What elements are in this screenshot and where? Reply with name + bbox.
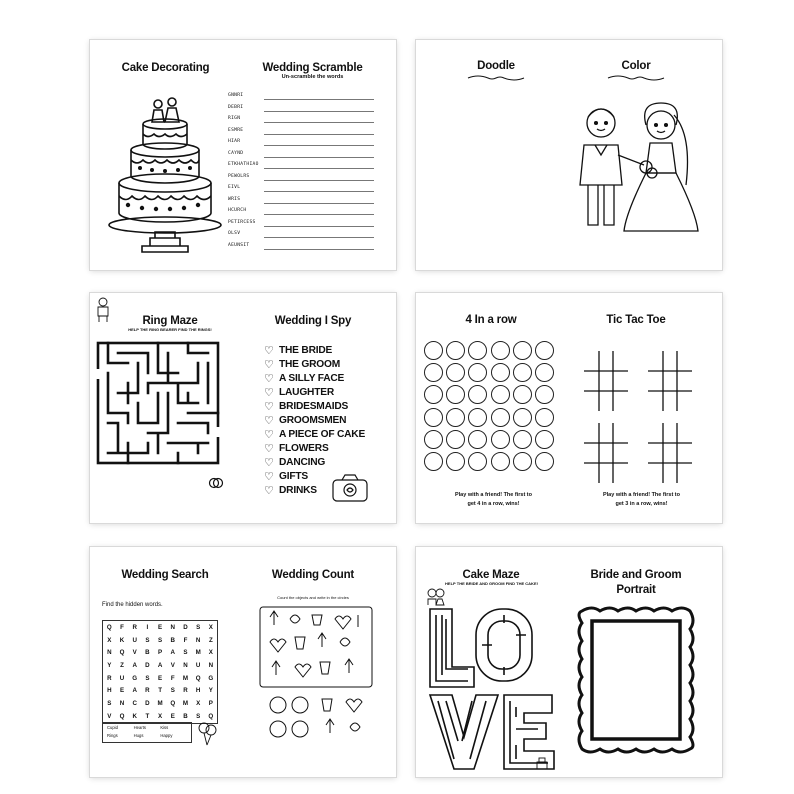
games-page: [416, 293, 722, 523]
answer-line[interactable]: [264, 134, 374, 135]
scramble-row: [228, 220, 374, 232]
four-in-row-circle[interactable]: [424, 363, 443, 382]
word-search-letter[interactable]: Q: [119, 649, 125, 657]
balloons-icon: [196, 721, 218, 747]
scramble-word: GNNRI: [228, 93, 244, 98]
tic-tac-toe-footer-2: get 3 in a row, wins!: [615, 501, 668, 507]
four-in-row-circle[interactable]: [446, 385, 465, 404]
word-search-letter[interactable]: N: [170, 623, 176, 631]
color-title: Color: [621, 60, 651, 72]
scramble-word: DEBRI: [228, 104, 244, 110]
wedding-count-title: Wedding Count: [271, 569, 355, 581]
four-in-row-circle[interactable]: [468, 430, 487, 449]
word-search-letter[interactable]: X: [208, 649, 213, 657]
heart-checkbox-icon[interactable]: ♡: [264, 457, 274, 470]
answer-line[interactable]: [264, 111, 374, 112]
four-in-row-circle[interactable]: [446, 363, 465, 382]
scramble-row: [228, 116, 374, 128]
four-in-row-circle[interactable]: [513, 341, 532, 360]
word-search-letter[interactable]: A: [157, 661, 163, 669]
word-search-grid: [102, 620, 218, 724]
word-search-letter[interactable]: S: [196, 712, 201, 720]
ispy-item-label: GIFTS: [279, 471, 308, 483]
word-search-letter[interactable]: R: [183, 687, 188, 695]
answer-line[interactable]: [264, 249, 374, 250]
answer-line[interactable]: [264, 214, 374, 215]
scramble-row: [228, 139, 374, 151]
word-search-letter[interactable]: E: [119, 687, 125, 695]
word-search-letter[interactable]: F: [170, 674, 175, 682]
cake-goal-icon: [534, 755, 550, 771]
heart-checkbox-icon[interactable]: ♡: [264, 358, 274, 371]
word-search-letter[interactable]: M: [157, 699, 163, 707]
word-search-letter[interactable]: C: [132, 699, 137, 707]
scramble-row: [228, 174, 374, 186]
four-in-row-circle[interactable]: [446, 430, 465, 449]
cake-decorating-scramble-page: [90, 40, 396, 270]
word-search-letter[interactable]: D: [183, 623, 188, 631]
wordlist-word: Hugs: [133, 732, 144, 738]
four-in-row-circle[interactable]: [468, 341, 487, 360]
cake-maze-subtitle: HELP THE BRIDE AND GROOM FIND THE CAKE!: [445, 581, 538, 586]
four-in-row-circle[interactable]: [468, 363, 487, 382]
word-search-letter[interactable]: N: [195, 636, 201, 644]
heart-checkbox-icon[interactable]: ♡: [264, 372, 274, 385]
word-search-letter[interactable]: R: [132, 623, 137, 631]
word-search-letter[interactable]: N: [107, 649, 112, 657]
four-in-row-circle[interactable]: [424, 408, 443, 427]
four-in-row-title: 4 In a row: [465, 314, 517, 326]
ispy-item-label: A SILLY FACE: [279, 372, 345, 384]
word-search-letter[interactable]: T: [158, 687, 162, 695]
four-in-row-circle[interactable]: [424, 430, 443, 449]
word-search-letter[interactable]: X: [208, 623, 213, 631]
four-in-row-circle[interactable]: [424, 341, 443, 360]
search-count-page: [90, 547, 396, 777]
ring-bearer-icon: [96, 297, 110, 323]
scramble-word: AEUNSIT: [228, 242, 250, 248]
heart-checkbox-icon[interactable]: ♡: [264, 386, 274, 399]
word-search-letter[interactable]: U: [195, 661, 201, 669]
word-search-letter[interactable]: M: [195, 649, 201, 657]
word-search-letter[interactable]: V: [107, 712, 112, 720]
word-search-letter[interactable]: U: [132, 636, 137, 644]
portrait-frame: [576, 605, 696, 755]
word-search-letter[interactable]: Q: [195, 674, 201, 682]
answer-line[interactable]: [264, 226, 374, 227]
word-search-letter[interactable]: N: [208, 661, 214, 669]
bride-groom-icon: [426, 587, 446, 607]
portrait-title-line1: Bride and Groom: [590, 569, 682, 581]
word-search-letter[interactable]: Q: [208, 712, 214, 720]
word-search-letter[interactable]: X: [196, 699, 201, 707]
ispy-item[interactable]: [264, 456, 365, 470]
wedding-count-items: [260, 607, 372, 747]
scramble-row: [228, 185, 374, 197]
word-search-letter[interactable]: S: [170, 687, 175, 695]
wedding-search-instruction: Find the hidden words.: [102, 602, 163, 608]
four-in-row-circle[interactable]: [535, 341, 554, 360]
ispy-item[interactable]: [264, 413, 365, 427]
scramble-row: [228, 231, 374, 243]
four-in-row-circle[interactable]: [535, 430, 554, 449]
ispy-item[interactable]: [264, 399, 365, 413]
word-search-letter[interactable]: R: [145, 687, 150, 695]
camera-icon: [330, 473, 370, 503]
word-search-letter[interactable]: D: [145, 661, 150, 669]
four-in-row-circle[interactable]: [468, 408, 487, 427]
ispy-item-label: THE BRIDE: [279, 344, 333, 356]
word-search-letter[interactable]: I: [146, 623, 149, 631]
ispy-item-label: DANCING: [279, 457, 326, 469]
word-search-letter[interactable]: E: [158, 674, 163, 682]
word-search-letter[interactable]: F: [183, 636, 188, 644]
four-in-row-circle[interactable]: [513, 385, 532, 404]
ispy-item[interactable]: [264, 428, 365, 442]
four-in-row-circle[interactable]: [513, 363, 532, 382]
scramble-word: PETIRCESS: [228, 219, 256, 225]
doodle-flourish-icon: [466, 74, 526, 82]
word-search-letter[interactable]: K: [119, 636, 125, 644]
four-in-row-circle[interactable]: [491, 452, 510, 471]
love-letter-maze: [426, 605, 556, 775]
ispy-item[interactable]: [264, 357, 365, 371]
four-in-row-footer-1: Play with a friend! The first to: [454, 492, 532, 498]
word-search-letter[interactable]: E: [158, 623, 163, 631]
scramble-row: [228, 197, 374, 209]
word-search-letter[interactable]: Y: [107, 661, 112, 669]
wordlist-word: Hearts: [133, 725, 146, 730]
word-search-letter[interactable]: B: [170, 636, 176, 644]
wedding-search-title: Wedding Search: [121, 569, 209, 581]
four-in-row-circle[interactable]: [424, 452, 443, 471]
word-search-letter[interactable]: S: [158, 636, 163, 644]
ispy-item[interactable]: [264, 442, 365, 456]
four-in-row-footer-2: get 4 in a row, wins!: [467, 501, 520, 507]
heart-checkbox-icon[interactable]: ♡: [264, 443, 274, 456]
word-search-letter[interactable]: E: [170, 712, 175, 720]
four-in-row-circle[interactable]: [491, 363, 510, 382]
answer-line[interactable]: [264, 203, 374, 204]
four-in-row-circle[interactable]: [513, 452, 532, 471]
scramble-word: CAYND: [228, 150, 244, 156]
word-search-letter[interactable]: A: [132, 661, 137, 669]
word-search-letter[interactable]: S: [107, 699, 112, 707]
four-in-row-circle[interactable]: [535, 408, 554, 427]
word-search-letter[interactable]: N: [183, 661, 188, 669]
scramble-word: ESMRE: [228, 127, 244, 133]
four-in-row-circle[interactable]: [468, 385, 487, 404]
word-search-letter[interactable]: V: [170, 661, 175, 669]
four-in-row-circle[interactable]: [446, 408, 465, 427]
ispy-item-label: BRIDESMAIDS: [279, 400, 349, 412]
word-search-letter[interactable]: X: [107, 636, 112, 644]
scramble-row: [228, 208, 374, 220]
word-search-letter[interactable]: Q: [119, 712, 125, 720]
tic-tac-toe-footer-1: Play with a friend! The first to: [602, 492, 680, 498]
wordlist-word: Kiss: [160, 725, 169, 730]
ispy-item[interactable]: [264, 371, 365, 385]
ring-maze-title: Ring Maze: [142, 315, 198, 327]
four-in-row-circle[interactable]: [513, 408, 532, 427]
scramble-row: [228, 105, 374, 117]
four-in-row-circle[interactable]: [491, 341, 510, 360]
four-in-row-circle[interactable]: [446, 452, 465, 471]
wordlist-word: Rings: [107, 732, 118, 738]
wedding-count-instruction: Count the objects and write in the circles: [277, 595, 349, 600]
word-search-letter[interactable]: Q: [106, 623, 112, 631]
heart-checkbox-icon[interactable]: ♡: [264, 429, 274, 442]
four-in-row-circle[interactable]: [491, 385, 510, 404]
color-flourish-icon: [606, 74, 666, 82]
answer-line[interactable]: [264, 168, 374, 169]
doodle-color-page: [416, 40, 722, 270]
scramble-row: [228, 243, 374, 255]
scramble-word: HIAR: [228, 139, 241, 144]
answer-line[interactable]: [264, 145, 374, 146]
ispy-item-label: THE GROOM: [279, 358, 341, 370]
ispy-item[interactable]: [264, 385, 365, 399]
scramble-word: EIVL: [228, 185, 241, 190]
word-search-letter[interactable]: B: [145, 649, 150, 657]
cake-maze-portrait-page: [416, 547, 722, 777]
ispy-item[interactable]: [264, 343, 365, 357]
ispy-item-label: GROOMSMEN: [279, 415, 347, 427]
cake-decorating-title: Cake Decorating: [121, 62, 210, 74]
word-search-letter[interactable]: Q: [170, 699, 176, 707]
scramble-word: WRIS: [228, 196, 241, 202]
scramble-word: OLSV: [228, 231, 241, 236]
word-search-letter[interactable]: M: [182, 699, 189, 707]
ring-maze-grid: [96, 341, 220, 465]
heart-checkbox-icon[interactable]: ♡: [264, 415, 274, 428]
word-search-letter[interactable]: R: [107, 674, 112, 682]
four-in-row-circle[interactable]: [468, 452, 487, 471]
cake-maze-title: Cake Maze: [462, 569, 520, 581]
word-search-letter[interactable]: S: [145, 674, 150, 682]
bride-groom-coloring-illustration: [566, 95, 706, 235]
word-search-letter[interactable]: Z: [120, 661, 124, 669]
ring-maze-ispy-page: [90, 293, 396, 523]
heart-checkbox-icon[interactable]: ♡: [264, 400, 274, 413]
word-search-letter[interactable]: M: [182, 674, 189, 682]
word-search-letter[interactable]: Y: [208, 687, 213, 695]
heart-checkbox-icon[interactable]: ♡: [264, 485, 274, 498]
ispy-item-label: LAUGHTER: [279, 386, 334, 398]
word-search-letter[interactable]: G: [132, 674, 138, 682]
four-in-row-circle[interactable]: [424, 385, 443, 404]
ispy-item-label: A PIECE OF CAKE: [279, 429, 366, 441]
answer-line[interactable]: [264, 157, 374, 158]
wedding-scramble-subtitle: Un-scramble the words: [281, 74, 344, 80]
word-search-wordlist: [102, 722, 192, 743]
heart-checkbox-icon[interactable]: ♡: [264, 344, 274, 357]
tic-tac-toe-board-3: [584, 423, 628, 483]
answer-line[interactable]: [264, 180, 374, 181]
four-in-row-circle[interactable]: [535, 452, 554, 471]
word-search-letter[interactable]: F: [120, 623, 124, 631]
four-in-row-board: [424, 341, 557, 474]
word-search-letter[interactable]: H: [107, 687, 112, 695]
word-search-letter[interactable]: B: [183, 712, 188, 720]
word-search-letter[interactable]: V: [132, 649, 137, 657]
wordlist-word: Cupid: [107, 725, 118, 730]
cake-illustration: [100, 80, 230, 260]
four-in-row-circle[interactable]: [535, 363, 554, 382]
answer-line[interactable]: [264, 237, 374, 238]
scramble-word: PEWOLRS: [228, 173, 250, 179]
word-search-letter[interactable]: A: [170, 649, 176, 657]
tic-tac-toe-board-2: [648, 351, 692, 411]
scramble-row: [228, 162, 374, 174]
tic-tac-toe-board-1: [584, 351, 628, 411]
ispy-item-label: DRINKS: [279, 485, 317, 497]
word-search-letter[interactable]: T: [145, 712, 150, 720]
answer-line[interactable]: [264, 99, 374, 100]
word-search-letter[interactable]: P: [208, 699, 213, 707]
word-search-letter[interactable]: A: [132, 687, 137, 695]
word-search-letter[interactable]: S: [196, 623, 201, 631]
word-search-letter[interactable]: N: [119, 699, 125, 707]
four-in-row-circle[interactable]: [491, 430, 510, 449]
four-in-row-circle[interactable]: [513, 430, 532, 449]
scramble-row: [228, 151, 374, 163]
word-search-letter[interactable]: H: [195, 687, 201, 695]
four-in-row-circle[interactable]: [446, 341, 465, 360]
tic-tac-toe-title: Tic Tac Toe: [606, 314, 666, 326]
scramble-word: RIGN: [228, 116, 241, 121]
word-search-letter[interactable]: K: [132, 712, 137, 720]
word-search-letter[interactable]: G: [208, 674, 214, 682]
word-search-letter[interactable]: P: [158, 649, 163, 657]
word-search-letter[interactable]: U: [119, 674, 125, 682]
word-search-letter[interactable]: S: [145, 636, 150, 644]
answer-line[interactable]: [264, 191, 374, 192]
wedding-ispy-title: Wedding I Spy: [274, 315, 352, 327]
tic-tac-toe-board-4: [648, 423, 692, 483]
four-in-row-circle[interactable]: [491, 408, 510, 427]
doodle-title: Doodle: [477, 60, 515, 72]
word-search-letter[interactable]: Z: [208, 636, 213, 644]
scramble-word: HCURCH: [228, 208, 247, 213]
rings-icon: [208, 475, 224, 489]
wordlist-word: Happy: [160, 732, 173, 738]
wedding-scramble-title: Wedding Scramble: [262, 62, 363, 74]
portrait-title-line2: Portrait: [616, 584, 656, 596]
scramble-row: [228, 128, 374, 140]
scramble-word: ETKHATHIAO: [228, 162, 259, 167]
four-in-row-circle[interactable]: [535, 385, 554, 404]
ring-maze-subtitle: HELP THE RING BEARER FIND THE RINGS!: [128, 327, 212, 332]
scramble-row: [228, 93, 374, 105]
ispy-item-label: FLOWERS: [279, 443, 329, 455]
word-search-letter[interactable]: X: [158, 712, 163, 720]
word-search-letter[interactable]: D: [145, 699, 150, 707]
answer-line[interactable]: [264, 122, 374, 123]
heart-checkbox-icon[interactable]: ♡: [264, 471, 274, 484]
word-search-letter[interactable]: S: [183, 649, 188, 657]
